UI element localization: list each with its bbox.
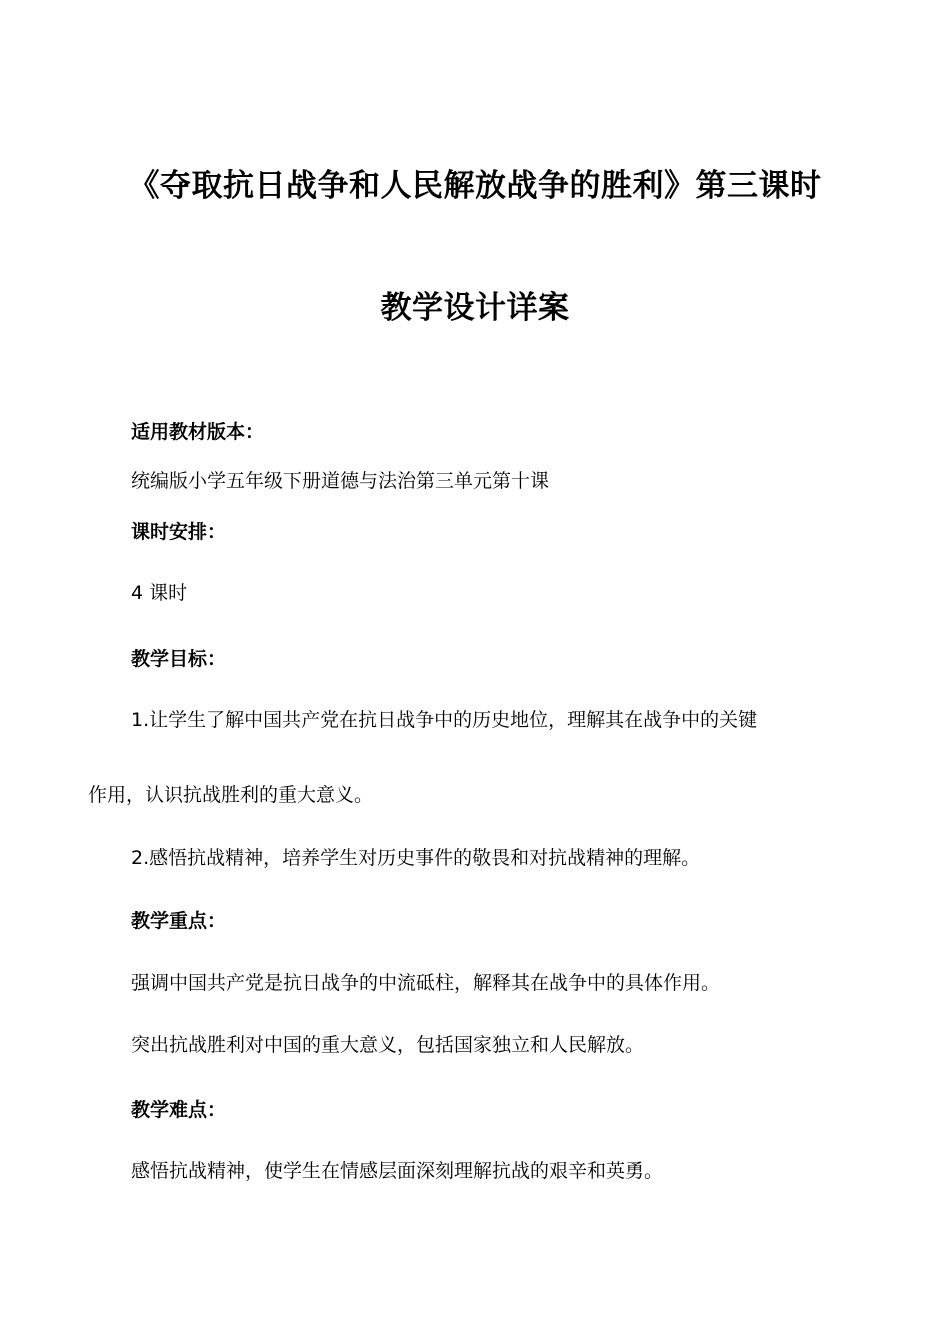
objective-1-line-2: 作用，认识抗战胜利的重大意义。 [88, 784, 374, 806]
objectives-heading: 教学目标： [131, 648, 227, 670]
key-point-2: 突出抗战胜利对中国的重大意义，包括国家独立和人民解放。 [131, 1034, 645, 1056]
textbook-heading: 适用教材版本： [131, 421, 265, 443]
objective-1-line-1: 1.让学生了解中国共产党在抗日战争中的历史地位，理解其在战争中的关键 [131, 709, 758, 731]
objective-2: 2.感悟抗战精神，培养学生对历史事件的敬畏和对抗战精神的理解。 [131, 847, 701, 869]
schedule-content: 4 课时 [131, 582, 188, 604]
difficulty-1: 感悟抗战精神，使学生在情感层面深刻理解抗战的艰辛和英勇。 [131, 1160, 664, 1182]
document-title-line-1: 《夺取抗日战争和人民解放战争的胜利》第三课时 [128, 168, 822, 204]
key-point-1: 强调中国共产党是抗日战争的中流砥柱，解释其在战争中的具体作用。 [131, 972, 721, 994]
schedule-heading: 课时安排： [131, 521, 227, 543]
key-points-heading: 教学重点： [131, 910, 227, 932]
document-title-line-2: 教学设计详案 [380, 290, 570, 326]
textbook-content: 统编版小学五年级下册道德与法治第三单元第十课 [131, 470, 550, 492]
difficulties-heading: 教学难点： [131, 1099, 227, 1121]
